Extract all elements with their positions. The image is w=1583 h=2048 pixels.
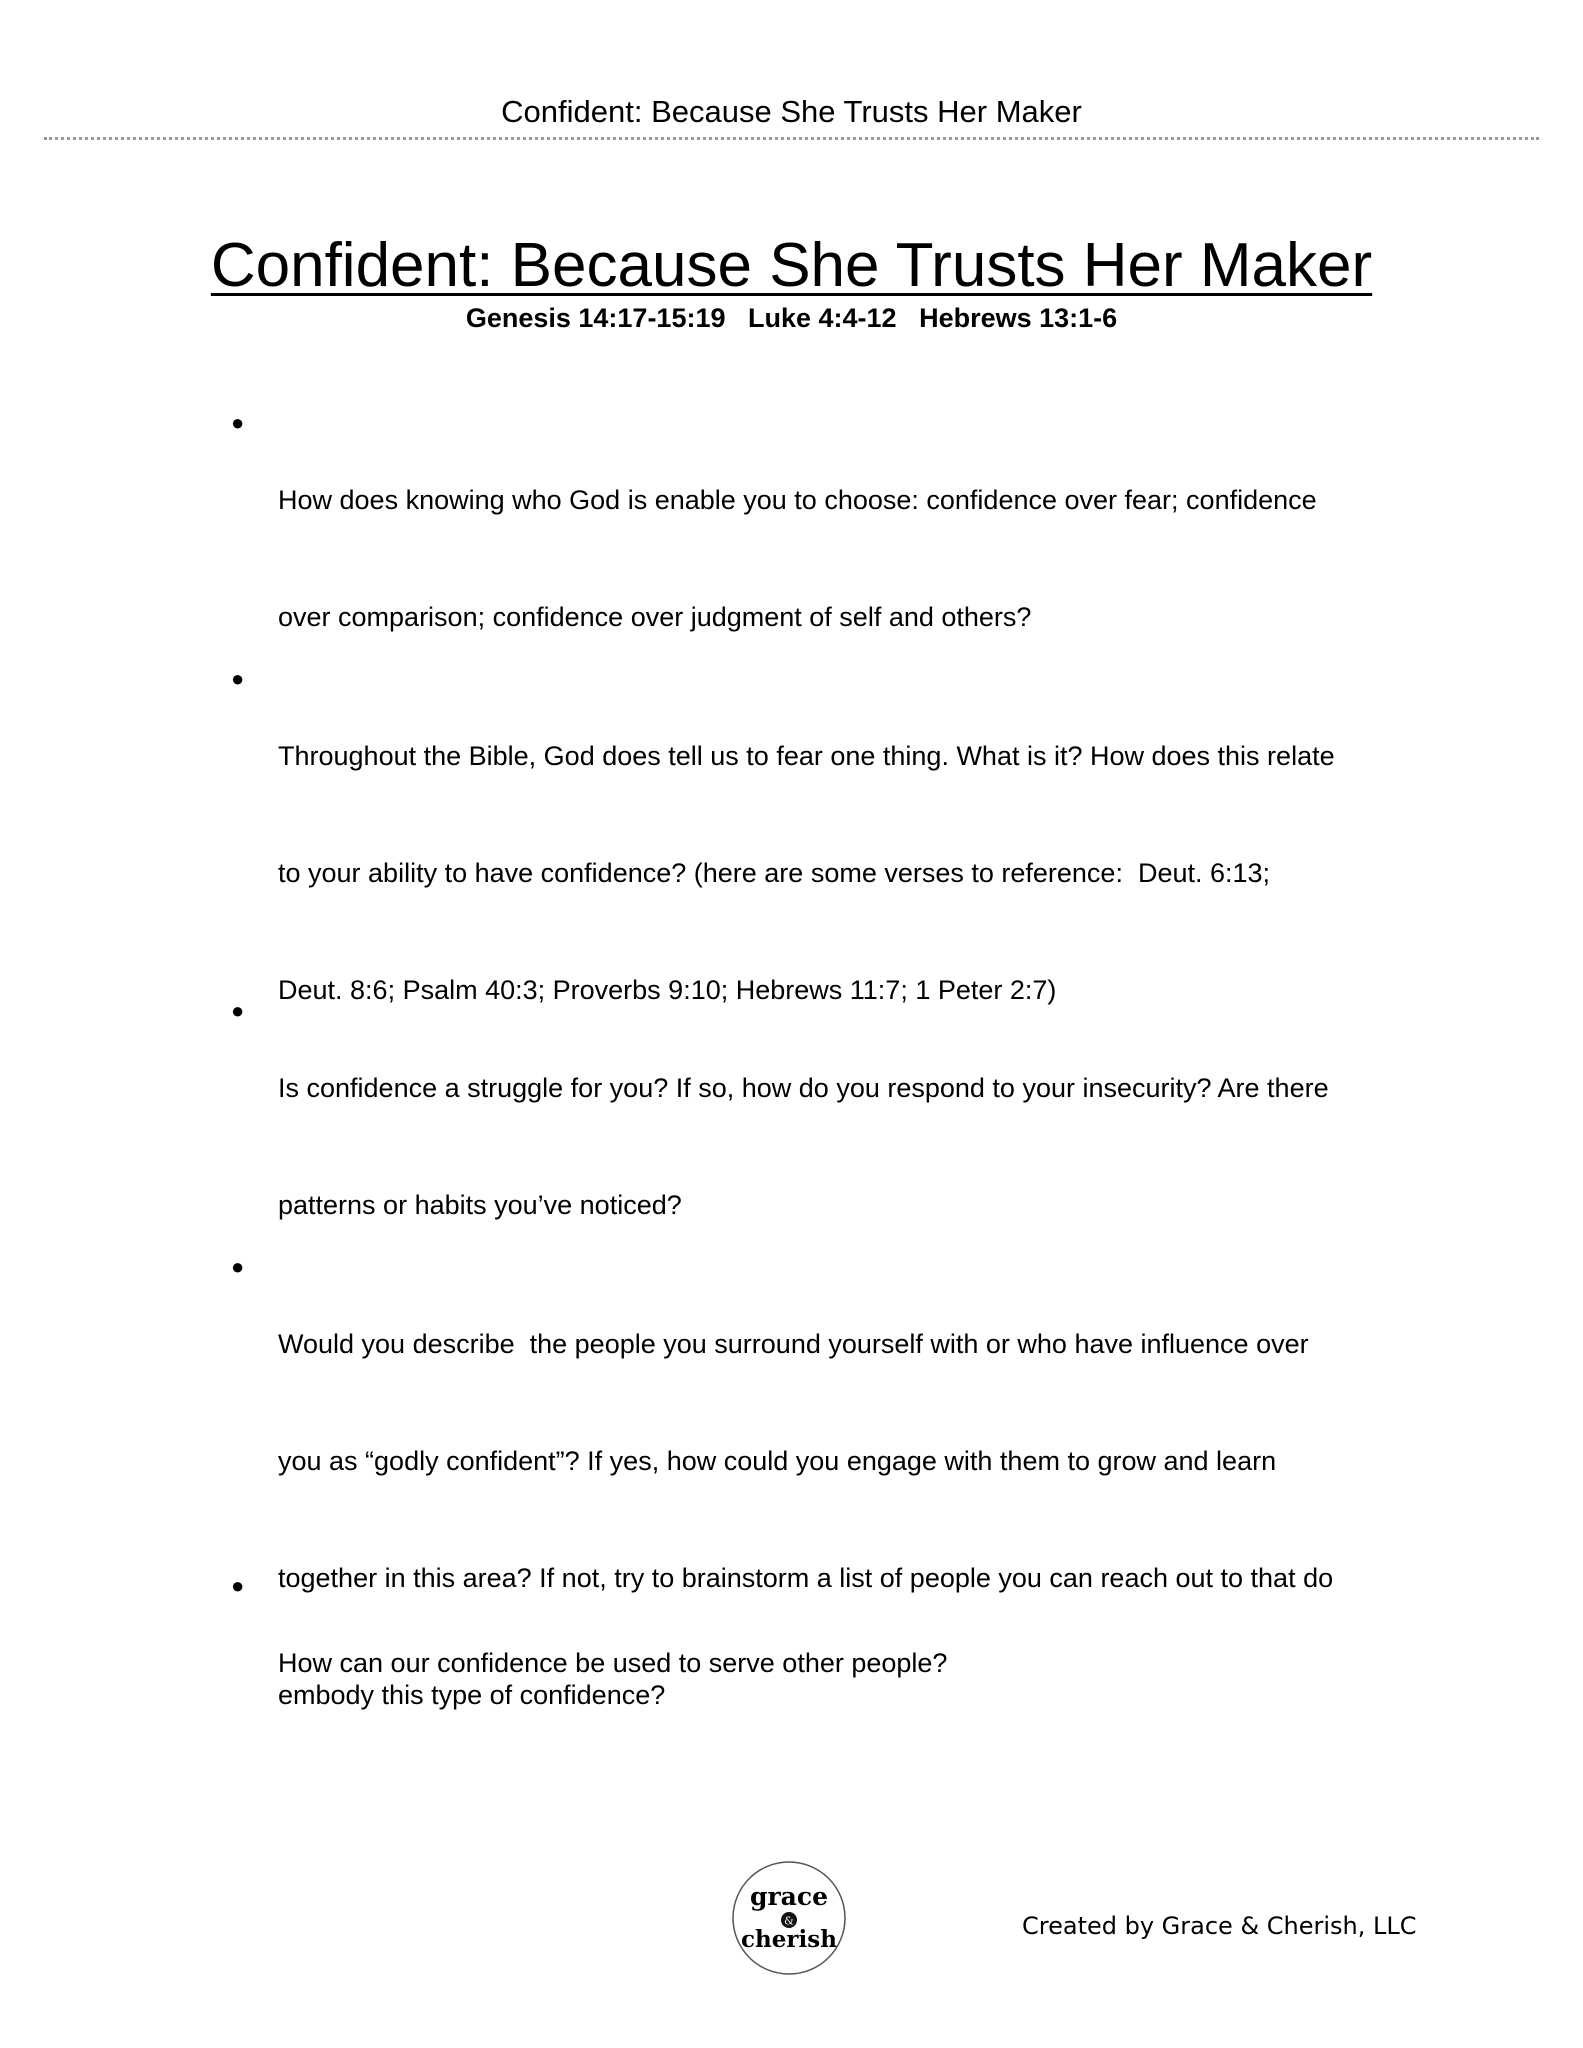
question-line: How can our confidence be used to serve other people? xyxy=(278,1648,948,1678)
bullet-icon: ● xyxy=(231,666,245,691)
bullet-icon: ● xyxy=(231,410,245,435)
question-line: over comparison; confidence over judgment of self and others? xyxy=(278,602,1032,632)
question-item xyxy=(231,1566,1408,1761)
question-line: embody this type of confidence? xyxy=(278,1680,666,1710)
question-text xyxy=(278,1566,1408,1761)
logo-monogram: & xyxy=(784,1914,794,1928)
logo-word-top: grace xyxy=(750,1882,828,1911)
question-line: Throughout the Bible, God does tell us to fear one thing. What is it? How does this relate xyxy=(278,741,1335,771)
bullet-icon: ● xyxy=(231,998,245,1023)
page-title: Confident: Because She Trusts Her Maker xyxy=(210,231,1373,300)
question-line: Deut. 8:6; Psalm 40:3; Proverbs 9:10; Hebrews 11:7; 1 Peter 2:7) xyxy=(278,975,1057,1005)
grace-cherish-logo xyxy=(731,1860,847,1976)
question-line: How does knowing who God is enable you to choose: confidence over fear; confidence xyxy=(278,485,1317,515)
question-line: Would you describe the people you surround yourself with or who have influence over xyxy=(278,1329,1309,1359)
question-line: you as “godly confident”? If yes, how could you engage with them to grow and learn xyxy=(278,1446,1277,1476)
header-divider xyxy=(44,137,1539,140)
question-line: Is confidence a struggle for you? If so, how do you respond to your insecurity? Are there xyxy=(278,1073,1329,1103)
scripture-references: Genesis 14:17-15:19 Luke 4:4-12 Hebrews 13:1-6 xyxy=(465,303,1118,333)
bullet-icon: ● xyxy=(231,1573,245,1598)
running-header: Confident: Because She Trusts Her Maker xyxy=(501,94,1082,129)
footer-credit: Created by Grace & Cherish, LLC xyxy=(1022,1912,1417,1940)
question-line: patterns or habits you’ve noticed? xyxy=(278,1190,682,1220)
logo-word-bottom: cherish xyxy=(741,1926,837,1953)
question-line: to your ability to have confidence? (here are some verses to reference: Deut. 6:13; xyxy=(278,858,1271,888)
question-line: together in this area? If not, try to brainstorm a list of people you can reach out to that do xyxy=(278,1563,1334,1593)
bullet-icon: ● xyxy=(231,1254,245,1279)
